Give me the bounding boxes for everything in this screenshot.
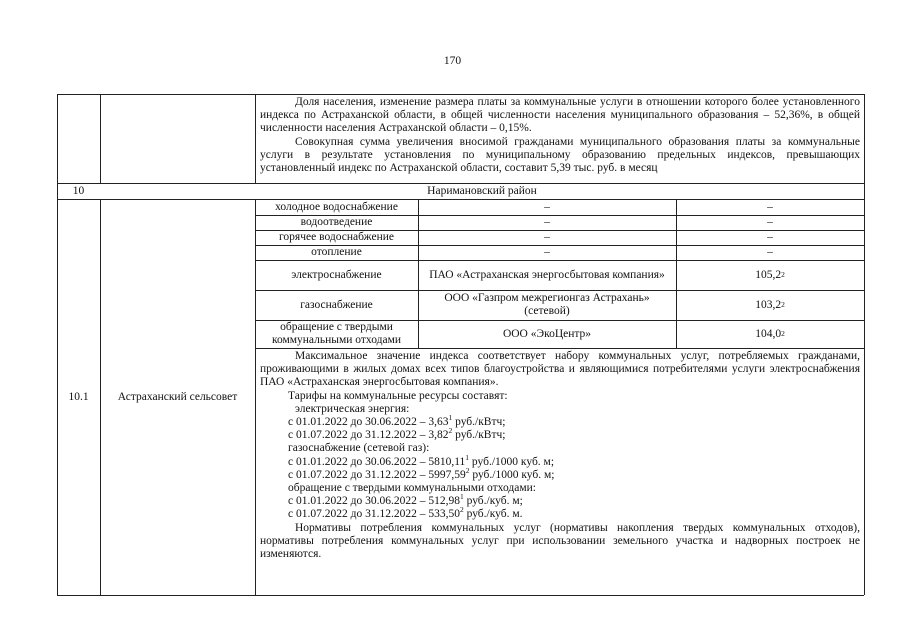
tariff-unit: руб./куб. м. <box>463 508 523 521</box>
service-index: 105,2 2 <box>755 268 785 281</box>
service-name: газоснабжение <box>300 298 373 311</box>
service-provider: – <box>544 216 550 228</box>
footnote-mark: 2 <box>465 466 470 475</box>
footnote-mark: 2 <box>448 426 453 436</box>
tariff-unit: руб./кВтч; <box>452 416 506 429</box>
service-provider: ООО «ЭкоЦентр» <box>502 327 592 340</box>
subdistrict-name: Астраханский сельсовет <box>117 390 238 403</box>
service-provider: – <box>544 231 550 243</box>
service-name: горячее водоснабжение <box>279 231 394 243</box>
service-provider: ПАО «Астраханская энергосбытовая компания» <box>429 268 665 281</box>
tariff-line <box>260 466 860 482</box>
service-index: – <box>767 200 773 213</box>
page-number: 170 <box>443 55 462 67</box>
service-provider: – <box>544 200 550 213</box>
service-index-value: 103,2 <box>755 298 782 311</box>
continuation-text <box>260 96 860 175</box>
footnote-mark: 2 <box>459 505 464 515</box>
electricity-heading: электрическая энергия: <box>295 402 410 415</box>
tariff-period: с 01.01.2022 до 30.06.2022 – <box>288 416 429 429</box>
service-name: электроснабжение <box>291 268 382 281</box>
tariff-period: с 01.01.2022 до 30.06.2022 – <box>288 455 429 468</box>
service-index: – <box>767 216 773 228</box>
tariff-period: с 01.07.2022 до 31.12.2022 – <box>288 429 429 442</box>
tariff-period: с 01.07.2022 до 31.12.2022 – <box>288 468 429 481</box>
footnote-mark: 1 <box>465 452 470 462</box>
district-number: 10 <box>72 184 85 197</box>
norms-paragraph: Нормативы потребления коммунальных услуг (нормативы накопления твердых коммунальных отходов), нормативы потребления коммунальных услуг при использовании земельного участка и надворных построек не изменяются. <box>260 521 860 561</box>
tariff-line <box>260 426 860 442</box>
service-index: – <box>767 231 773 243</box>
tariff-value: 3,82 <box>428 429 449 442</box>
tariff-line <box>260 505 860 521</box>
tariff-period: с 01.07.2022 до 31.12.2022 – <box>288 508 429 521</box>
tariff-line <box>260 492 860 508</box>
tariff-unit: руб./1000 куб. м; <box>469 468 555 481</box>
tariff-period: с 01.01.2022 до 30.06.2022 – <box>288 495 429 508</box>
service-name: обращение с твердыми коммунальными отходами <box>271 321 402 346</box>
service-name: отопление <box>311 246 362 258</box>
continuation-paragraph-2: Совокупная сумма увеличения вносимой гражданами муниципального образования платы за коммунальные услуги в результате установления по муниципальному образованию предельных индексов, превышающих установленный индекс по Астраханской области, составит 5,39 тыс. руб. в месяц <box>260 135 860 175</box>
tariffs-heading: Тарифы на коммунальные ресурсы составят: <box>288 389 508 402</box>
district-name: Наримановский район <box>427 184 537 197</box>
continuation-paragraph-1: Доля населения, изменение размера платы за коммунальные услуги в отношении которого более установленного индекса по Астраханской области, в общей численности населения муниципального образования – 52,36%, в общей численности населения Астраханской области – 0,15%. <box>260 96 860 135</box>
gas-heading: газоснабжение (сетевой газ): <box>288 442 430 455</box>
tariff-unit: руб./куб. м; <box>463 495 523 508</box>
index-table <box>57 94 864 595</box>
tariff-value: 3,63 <box>428 416 449 429</box>
tariff-value: 5997,59 <box>428 468 466 481</box>
service-provider: ООО «Газпром межрегионгаз Астрахань» (сетевой) <box>444 292 650 317</box>
service-index: 103,2 2 <box>755 298 785 311</box>
tariff-unit: руб./кВтч; <box>452 429 506 442</box>
service-index: 104,0 2 <box>755 327 785 340</box>
tariff-value: 533,50 <box>428 508 460 521</box>
tariff-value: 512,98 <box>428 495 460 508</box>
tariff-line <box>260 413 860 429</box>
details-text <box>260 350 860 561</box>
waste-heading: обращение с твердыми коммунальными отходами: <box>288 482 536 495</box>
service-index-value: 104,0 <box>755 327 782 340</box>
subdistrict-number: 10.1 <box>68 390 89 403</box>
tariff-value: 5810,11 <box>428 455 466 468</box>
service-index: – <box>767 246 773 258</box>
service-provider: – <box>544 246 550 258</box>
details-intro: Максимальное значение индекса соответствует набору коммунальных услуг, потребляемых гражданами, проживающими в жилых домах всех типов благоустройства и являющимися потребителями услуги электроснабжения ПАО «Астраханская энергосбытовая компания». <box>260 350 860 389</box>
service-index-value: 105,2 <box>755 268 782 281</box>
tariff-line <box>260 452 860 469</box>
tariff-unit: руб./1000 куб. м; <box>469 455 555 468</box>
footnote-mark: 1 <box>459 492 464 502</box>
footnote-mark: 1 <box>448 413 453 423</box>
service-name: холодное водоснабжение <box>275 200 398 213</box>
service-name: водоотведение <box>300 216 373 228</box>
